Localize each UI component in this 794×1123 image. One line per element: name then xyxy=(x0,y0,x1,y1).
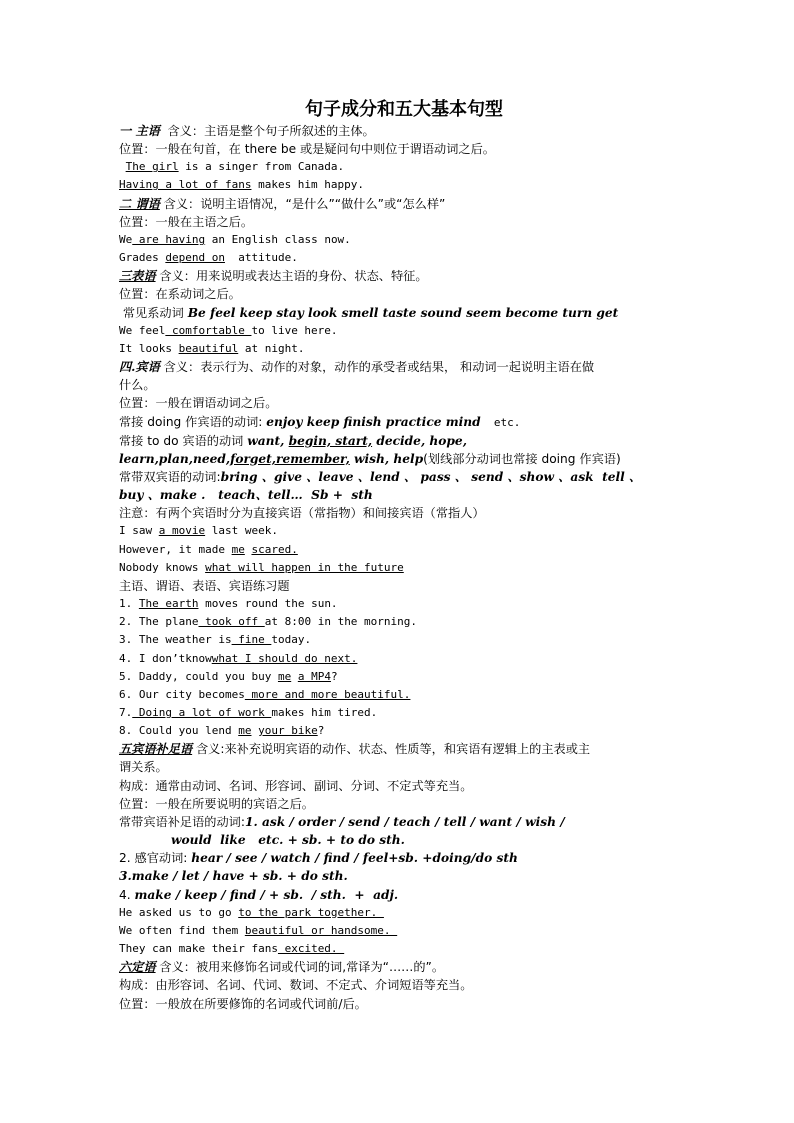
complement-example-2: We often find them beautiful or handsome. xyxy=(119,923,398,937)
subject-position: 位置：一般在句首，在 there be 或是疑问句中则位于谓语动词之后。 xyxy=(119,142,495,157)
complement-verbs-line-1b: would like etc. + sb. + to do sth. xyxy=(171,833,405,848)
complement-verbs-line-4: 4. make / keep / find / + sb. / sth. + adj. xyxy=(119,887,399,902)
attributive-heading-line xyxy=(119,958,679,976)
attributive-heading: 六定语 xyxy=(119,960,156,975)
object-example-2: However, it made me scared. xyxy=(119,542,298,556)
predicative-position: 位置：在系动词之后。 xyxy=(119,287,241,302)
object-meaning-cont: 什么。 xyxy=(119,378,156,393)
predicative-example-2: It looks beautiful at night. xyxy=(119,341,305,355)
predicate-heading: 二 谓语 xyxy=(119,196,160,211)
subject-example-2: Having a lot of fans makes him happy. xyxy=(119,178,365,192)
double-object-verbs-line-2: buy 、make . teach、tell… Sb + sth xyxy=(119,488,373,503)
subject-meaning: 含义：主语是整个句子所叙述的主体。 xyxy=(159,124,375,138)
predicate-position: 位置：一般在主语之后。 xyxy=(119,214,254,229)
document-page xyxy=(119,98,679,1013)
object-position: 位置：一般在谓语动词之后。 xyxy=(119,396,278,411)
predicate-example-1: We are having an English class now. xyxy=(119,232,351,246)
complement-meaning: 含义:来补充说明宾语的动作、状态、性质等，和宾语有逻辑上的主表或主 xyxy=(192,742,591,757)
attributive-meaning: 含义：被用来修饰名词或代词的词,常译为“……的”。 xyxy=(155,960,445,975)
practice-title: 主语、谓语、表语、宾语练习题 xyxy=(119,578,290,593)
practice-item-2: 2. The plane took off at 8:00 in the morning. xyxy=(119,615,418,629)
practice-item-1: 1. The earth moves round the sun. xyxy=(119,597,338,611)
practice-item-7: 7. Doing a lot of work makes him tired. xyxy=(119,706,378,719)
attributive-position: 位置：一般放在所要修饰的名词或代词前/后。 xyxy=(119,996,367,1011)
linking-verbs: Be feel keep stay look smell taste sound seem become turn get xyxy=(187,305,619,320)
todo-verbs-line: 常接 to do 宾语的动词 want, begin, start, decide, hope, xyxy=(119,433,467,448)
practice-item-3: 3. The weather is fine today. xyxy=(119,633,312,647)
complement-form: 构成：通常由动词、名词、形容词、副词、分词、不定式等充当。 xyxy=(119,778,473,793)
predicative-heading-line xyxy=(119,267,679,285)
predicative-example-1: We feel comfortable to live here. xyxy=(119,323,338,337)
complement-heading: 五宾语补足语 xyxy=(119,742,193,757)
complement-heading-line xyxy=(119,740,679,758)
predicate-example-2: Grades depend on attitude. xyxy=(119,251,298,265)
complement-verbs-line-3: 3.make / let / have + sb. + do sth. xyxy=(119,869,348,884)
doing-verbs-line: 常接 doing 作宾语的动词: enjoy keep finish practice mind etc. xyxy=(119,414,521,429)
predicate-meaning: 含义：说明主语情况，“是什么”“做什么”或“怎么样” xyxy=(159,196,446,211)
predicative-heading: 三表语 xyxy=(119,269,156,284)
subject-example-1: The girl is a singer from Canada. xyxy=(125,160,345,174)
predicate-heading-line xyxy=(119,195,679,213)
complement-meaning-cont: 谓关系。 xyxy=(119,760,168,775)
page-title: 句子成分和五大基本句型 xyxy=(305,99,503,120)
practice-item-5: 5. Daddy, could you buy me a MP4? xyxy=(119,669,338,683)
complement-example-1: He asked us to go to the park together. xyxy=(119,905,384,919)
object-meaning: 含义：表示行为、动作的对象，动作的承受者或结果， 和动词一起说明主语在做 xyxy=(159,360,595,375)
subject-heading-num: 一 xyxy=(119,124,136,138)
predicative-meaning: 含义：用来说明或表达主语的身份、状态、特征。 xyxy=(155,269,428,284)
object-example-1: I saw a movie last week. xyxy=(119,524,278,538)
subject-heading-line xyxy=(119,122,679,140)
complement-verbs-line-2: 2. 感官动词: hear / see / watch / find / feel+sb. +doing/do sth xyxy=(119,851,518,866)
double-object-verbs-line: 常带双宾语的动词:bring 、give 、leave 、lend 、 pass 、 send 、show 、ask tell 、 xyxy=(119,469,642,484)
object-example-3: Nobody knows what will happen in the future xyxy=(119,560,404,574)
practice-item-4: 4. I don’tknowwhat I should do next. xyxy=(119,651,358,665)
subject-heading-term: 主语 xyxy=(135,124,160,138)
object-heading-line xyxy=(119,358,679,376)
complement-example-3: They can make their fans excited. xyxy=(119,942,345,956)
todo-verbs-line-2: learn,plan,need,forget,remember, wish, help(划线部分动词也常接 doing 作宾语) xyxy=(119,451,621,466)
practice-item-8: 8. Could you lend me your bike? xyxy=(119,724,325,738)
complement-position: 位置：一般在所要说明的宾语之后。 xyxy=(119,796,314,811)
practice-item-6: 6. Our city becomes more and more beautiful. xyxy=(119,687,411,701)
complement-verbs-line-1: 常带宾语补足语的动词:1. ask / order / send / teach / tell / want / wish / xyxy=(119,814,565,829)
attributive-form: 构成：由形容词、名词、代词、数词、不定式、介词短语等充当。 xyxy=(119,978,473,993)
object-heading: 四.宾语 xyxy=(119,360,160,375)
object-note: 注意：有两个宾语时分为直接宾语（常指物）和间接宾语（常指人） xyxy=(119,506,485,521)
linking-verbs-line: 常见系动词 Be feel keep stay look smell taste sound seem become turn get xyxy=(119,305,619,320)
